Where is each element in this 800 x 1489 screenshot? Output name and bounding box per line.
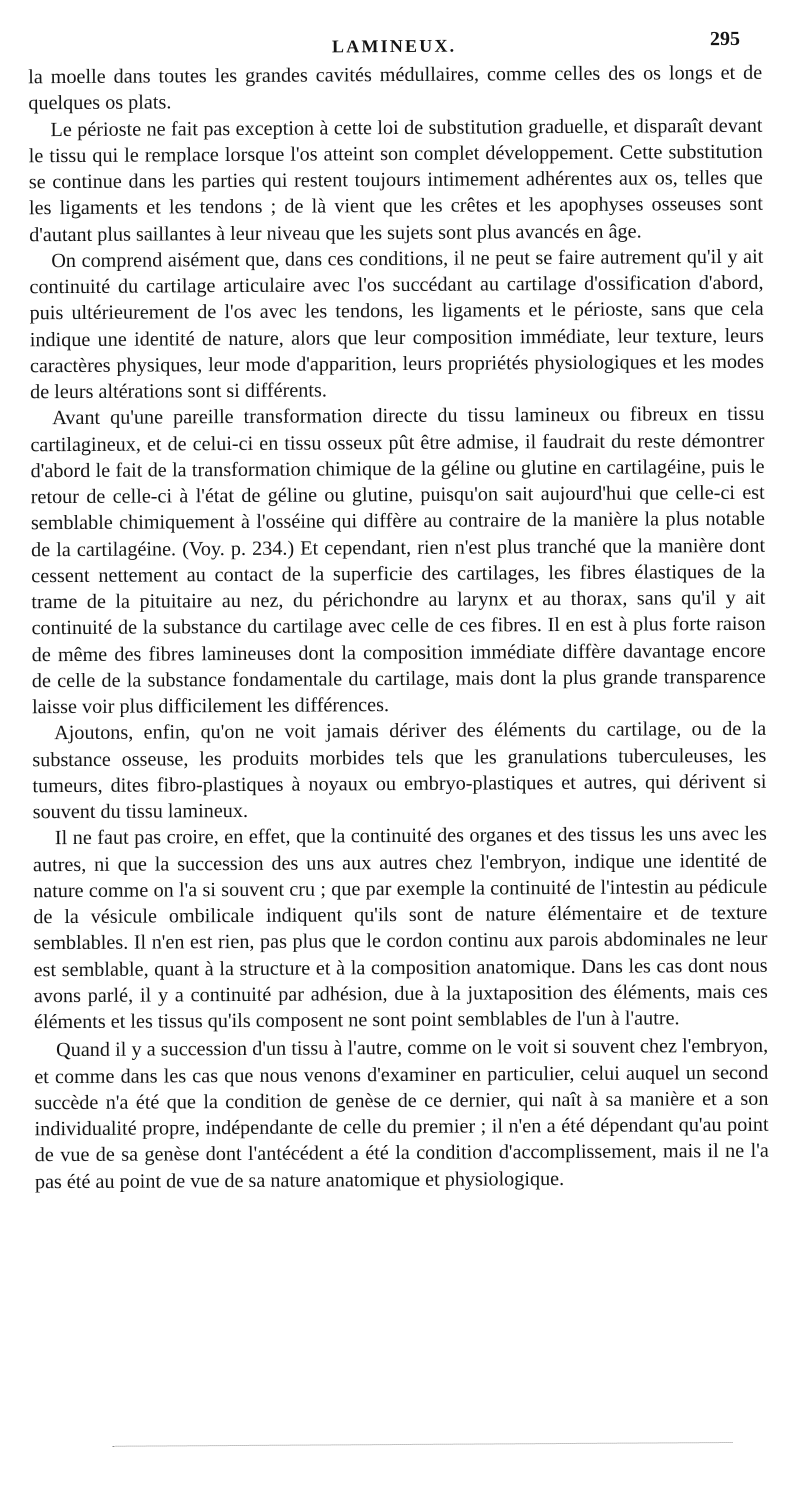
running-title: LAMINEUX. [331, 35, 457, 57]
paragraph-continuite-organes: Il ne faut pas croire, en effet, que la continuité des organes et des tissus les uns avec les autres, ni que la succession des uns aux autres chez l'embryon, indique une identité de nature comme on l'a si souvent cru ; que par exemple la continuité de l'intestin au pédicule de la vésicule ombilicale indiquent qu'ils sont de nature élémentaire et de texture semblables. Il n'en est rien, pas plus que le cordon continu aux parois abdominales ne leur est semblable, quant à la structure et à la composition anatomique. Dans les cas dont nous avons parlé, il y a continuité par adhésion, due à la juxtaposition des éléments, mais ces éléments et les tissus qu'ils composent ne sont point semblables de l'un à l'autre. [32, 823, 768, 1034]
paragraph-transformation-directe: Avant qu'une pareille transformation directe du tissu lamineux ou fibreux en tissu cartilagineux, et de celui-ci en tissu osseux pût être admise, il faudrait du reste démontrer d'abord le fait de la transformation chimique de la géline ou glutine en cartilagéine, puis le retour de celle-ci à l'état de géline ou glutine, puisqu'on sait aujourd'hui que celle-ci est semblable chimiquement à l'osséine qui diffère au contraire de la manière la plus notable de la cartilagéine. (Voy. p. 234.) Et cependant, rien n'est plus tranché que la manière dont cessent nettement au contact de la superficie des cartilages, les fibres élastiques de la trame de la pituitaire au nez, du périchondre au larynx et au thorax, sans qu'il y ait continuité de la substance du cartilage avec celle de ces fibres. Il en est à plus forte raison de même des fibres lamineuses dont la composition immédiate diffère davantage encore de celle de la substance fondamentale du cartilage, mais dont la plus grande transparence laisse voir plus difficilement les différences. [30, 403, 766, 719]
text-body [28, 60, 769, 1195]
footer-dotted-rule [113, 1442, 733, 1447]
paragraph-continuite-cartilage: On comprend aisément que, dans ces conditions, il ne peut se faire autrement qu'il y ait continuité du cartilage articulaire avec l'os succédant au cartilage d'ossification d'abord, puis ultérieurement de l'os avec les tendons, les ligaments et le périoste, sans que cela indique une identité de nature, alors que leur composition immédiate, leur texture, leurs caractères physiques, leur mode d'apparition, leurs propriétés physiologiques et les modes de leurs altérations sont si différents. [29, 245, 765, 404]
paragraph-succession-tissus: Quand il y a succession d'un tissu à l'autre, comme on le voit si souvent chez l'embryon, et comme dans les cas que nous venons d'examiner en particulier, celui auquel un second succède n'a été que la condition de genèse de ce dernier, qui naît à sa manière et a son individualité propre, indépendante de celle du premier ; il n'en a été dépendant qu'au point de vue de sa genèse dont l'antécédent a été la condition d'accomplissement, mais il ne l'a pas été au point de vue de sa nature anatomique et physiologique. [34, 1035, 769, 1193]
paragraph-perioste: Le périoste ne fait pas exception à cette loi de substitution graduelle, et disparaît devant le tissu qui le remplace lorsque l'os atteint son complet développement. Cette substitution se continue dans les parties qui restent toujours intimement adhérentes aux os, telles que les ligaments et les tendons ; de là vient que les crêtes et les apophyses osseuses sont d'autant plus saillantes à leur niveau que les sujets sont plus avancés en âge. [28, 114, 764, 246]
paragraph-continuation: la moelle dans toutes les grandes cavités médullaires, comme celles des os longs et de quelques os plats. [28, 61, 763, 115]
page-number: 295 [709, 27, 741, 51]
paragraph-produits-morbides: Ajoutons, enfin, qu'on ne voit jamais dériver des éléments du cartilage, ou de la substance osseuse, les produits morbides tels que les granulations tuberculeuses, les tumeurs, dites fibro-plastiques à noyaux ou embryo-plastiques et autres, qui dérivent si souvent du tissu lamineux. [32, 718, 767, 824]
